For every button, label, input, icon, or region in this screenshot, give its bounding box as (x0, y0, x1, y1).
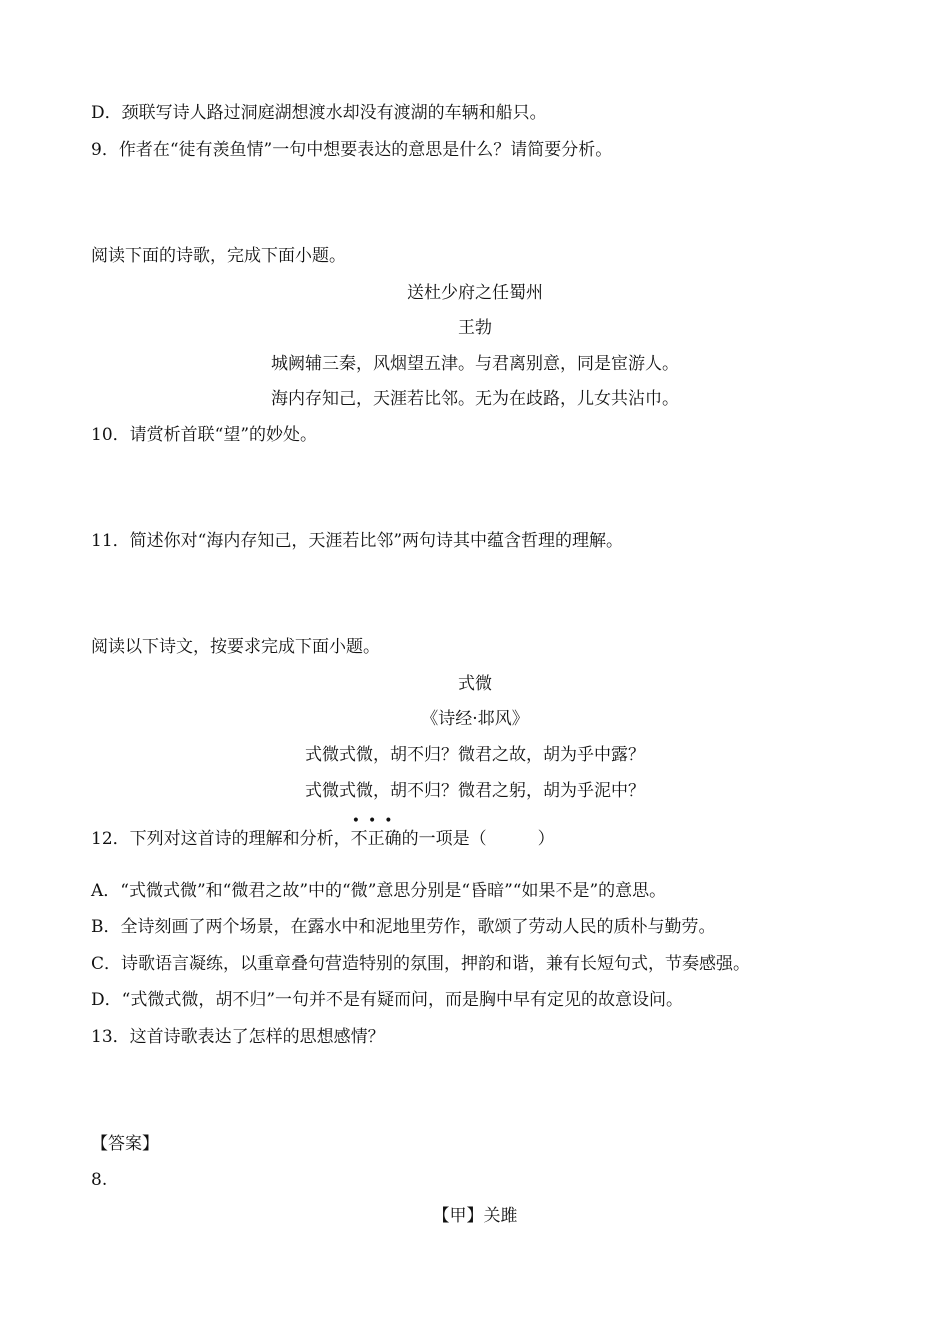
emphasis-dots: ••• (351, 813, 401, 829)
section-3-instruction: 阅读以下诗文，按要求完成下面小题。 (91, 637, 380, 657)
poem-3-line-1: 式微式微，胡不归？微君之故，胡为乎中露？ (305, 745, 645, 765)
question-12-emphasis-text: 不正确 (350, 829, 402, 849)
answer-number: 8. (91, 1170, 108, 1190)
poem-2-line-2: 海内存知己，天涯若比邻。无为在歧路，儿女共沾巾。 (271, 389, 679, 409)
question-13: 13．这首诗歌表达了怎样的思想感情？ (91, 1027, 385, 1047)
question-12-option-b: B．全诗刻画了两个场景，在露水中和泥地里劳作，歌颂了劳动人民的质朴与勤劳。 (91, 917, 716, 937)
question-12-option-d: D．“式微式微，胡不归”一句并不是有疑而问，而是胸中早有定见的故意设问。 (91, 990, 684, 1010)
question-8-option-d: D．颈联写诗人路过洞庭湖想渡水却没有渡湖的车辆和船只。 (91, 103, 547, 123)
poem-3-title: 式微 (458, 674, 492, 694)
poem-3-line-2: 式微式微，胡不归？微君之躬，胡为乎泥中？ (305, 781, 645, 801)
question-12-option-c: C．诗歌语言凝练，以重章叠句营造特别的氛围，押韵和谐，兼有长短句式，节奏感强。 (91, 954, 751, 974)
poem-2-author: 王勃 (458, 318, 492, 338)
answer-header: 【答案】 (91, 1134, 159, 1154)
question-12-emphasis (350, 813, 402, 850)
section-2-instruction: 阅读下面的诗歌，完成下面小题。 (91, 246, 346, 266)
question-12 (91, 813, 555, 850)
question-9: 9．作者在“徒有羡鱼情”一句中想要表达的意思是什么？请简要分析。 (91, 140, 613, 160)
poem-3-source: 《诗经·邶风》 (421, 709, 529, 729)
poem-2-title: 送杜少府之任蜀州 (407, 283, 543, 303)
answer-poem-title: 【甲】关雎 (432, 1206, 518, 1226)
question-12-option-a: A．“式微式微”和“微君之故”中的“微”意思分别是“昏暗”“如果不是”的意思。 (91, 881, 667, 901)
question-11: 11．简述你对“海内存知己，天涯若比邻”两句诗其中蕴含哲理的理解。 (91, 531, 624, 551)
poem-2-line-1: 城阙辅三秦，风烟望五津。与君离别意，同是宦游人。 (271, 354, 679, 374)
question-12-suffix: 的一项是（ ） (401, 829, 555, 849)
question-10: 10．请赏析首联“望”的妙处。 (91, 425, 318, 445)
question-12-prefix: 12．下列对这首诗的理解和分析， (91, 829, 351, 849)
